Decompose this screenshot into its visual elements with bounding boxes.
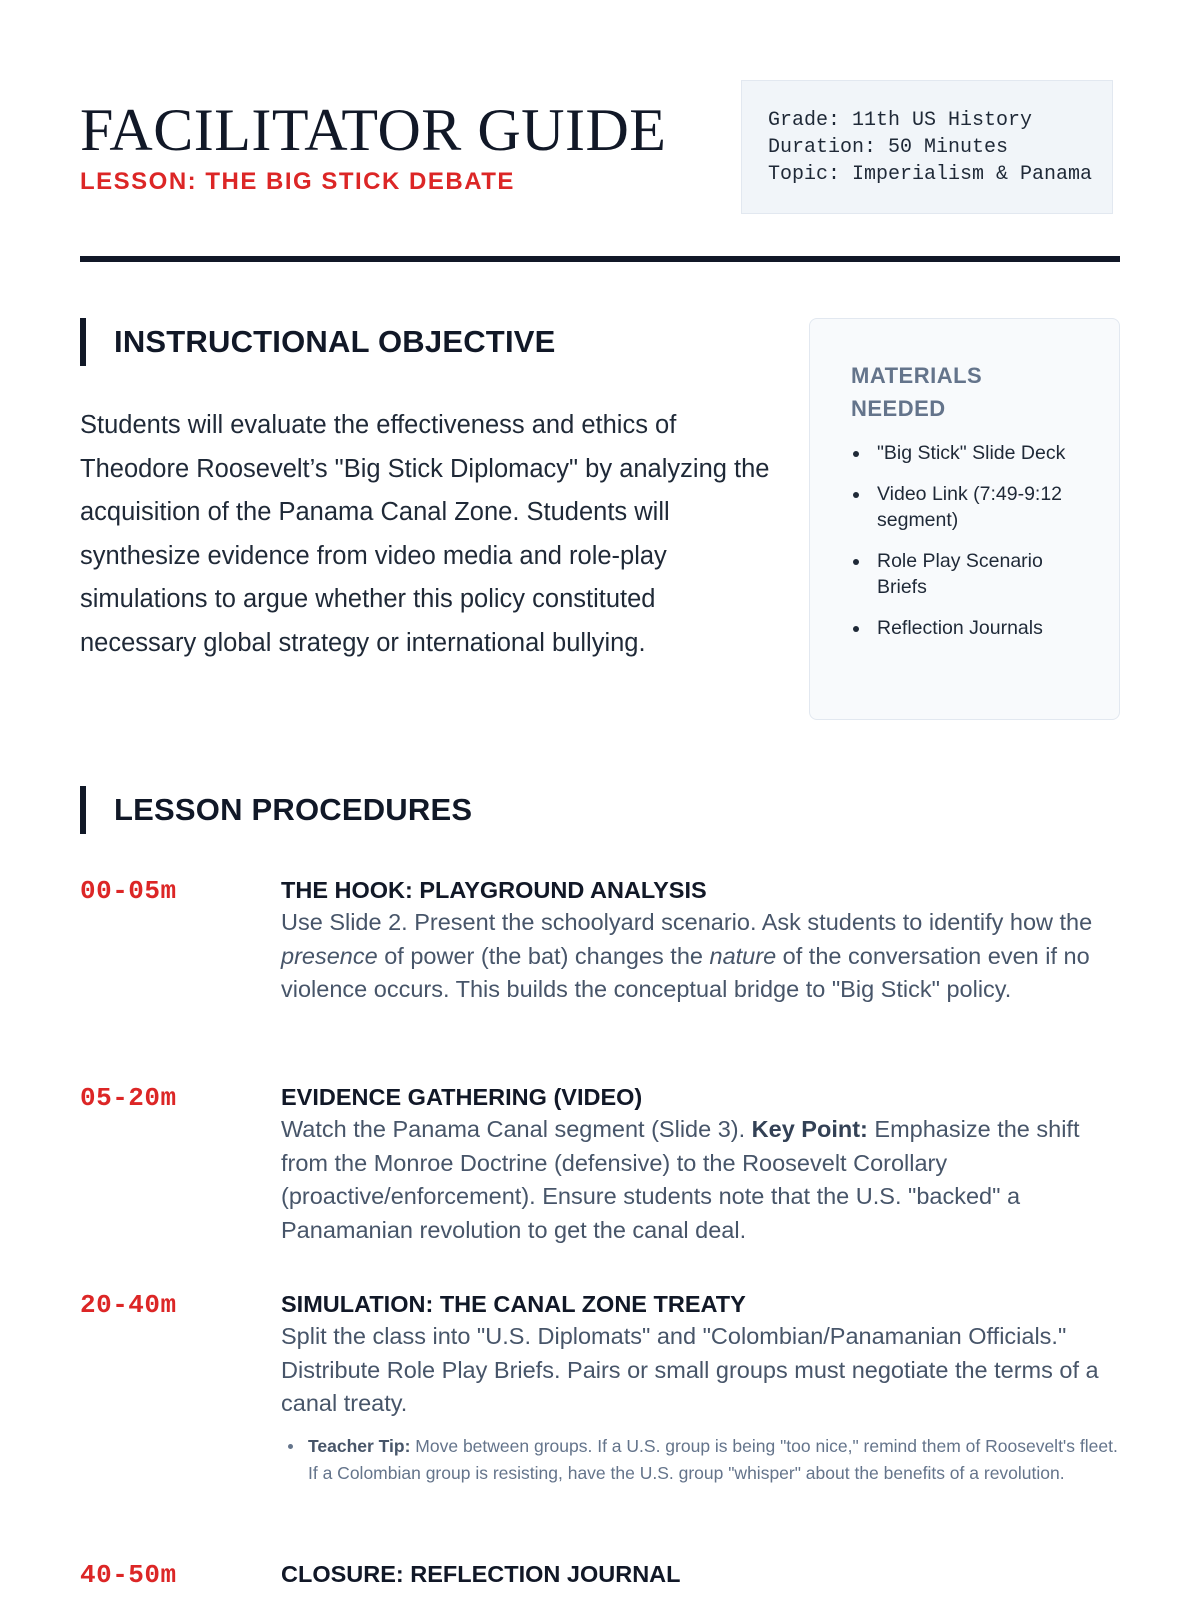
materials-title: MATERIALS NEEDED	[851, 363, 983, 421]
objective-text: Students will evaluate the effectiveness and ethics of Theodore Roosevelt’s "Big Stick Diplomacy" by analyzing the acquisition of the Panama Canal Zone. Students will synthesize evidence from video media and role-play simulations to argue whether this policy constituted necessary global strategy or international bullying.	[80, 411, 770, 657]
materials-item: "Big Stick" Slide Deck	[851, 440, 1091, 467]
meta-grade: Grade: 11th US History	[768, 109, 1033, 132]
teacher-tip	[281, 1433, 1121, 1487]
facilitator-guide-page	[80, 0, 1120, 1590]
step-description	[281, 1113, 1121, 1247]
step-desc-emphasis: presence	[281, 942, 378, 969]
step-time: 40-50m	[80, 1560, 177, 1590]
step-desc-emphasis: nature	[709, 942, 777, 969]
step-title: CLOSURE: REFLECTION JOURNAL	[281, 1561, 681, 1587]
step-time: 00-05m	[80, 876, 177, 906]
materials-item: Video Link (7:49-9:12 segment)	[851, 481, 1091, 534]
meta-duration: Duration: 50 Minutes	[768, 136, 1009, 159]
objective-heading-text: INSTRUCTIONAL OBJECTIVE	[114, 324, 556, 359]
step-body	[281, 1558, 1121, 1590]
materials-list	[851, 440, 1091, 655]
teacher-tip-text: Move between groups. If a U.S. group is being "too nice," remind them of Roosevelt's fleet. If a Colombian group is resisting, have the U.S. group "whisper" about the benefits of a revolution.	[308, 1435, 1118, 1483]
step-body	[281, 1081, 1121, 1247]
step-desc-text: Emphasize the shift from the Monroe Doctrine (defensive) to the Roosevelt Corollary (proactive/enforcement). Ensure students note that the U.S. "backed" a Panamanian revolution to get the canal deal.	[281, 1116, 1080, 1243]
step-time: 20-40m	[80, 1290, 177, 1320]
step-description	[281, 906, 1121, 1007]
step-desc-text: of the conversation even if no violence occurs. This builds the conceptual bridge to "Big Stick" policy.	[281, 942, 1090, 1002]
step-time: 05-20m	[80, 1083, 177, 1113]
procedures-heading	[80, 786, 680, 834]
materials-item: Reflection Journals	[851, 615, 1091, 642]
step-body	[281, 874, 1121, 1007]
step-title: SIMULATION: THE CANAL ZONE TREATY	[281, 1291, 746, 1317]
meta-topic: Topic: Imperialism & Panama	[768, 163, 1093, 186]
procedures-heading-text: LESSON PROCEDURES	[114, 792, 473, 827]
step-body	[281, 1288, 1121, 1487]
step-description: Split the class into "U.S. Diplomats" and "Colombian/Panamanian Officials." Distribute Role Play Briefs. Pairs or small groups must negotiate the terms of a canal treaty.	[281, 1323, 1099, 1416]
lesson-subtitle: LESSON: THE BIG STICK DEBATE	[80, 168, 515, 195]
step-desc-text: Use Slide 2. Present the schoolyard scenario. Ask students to identify how the	[281, 909, 1093, 935]
step-desc-text: Watch the Panama Canal segment (Slide 3).	[281, 1116, 752, 1142]
lesson-meta-box	[741, 80, 1113, 214]
objective-heading	[80, 318, 770, 366]
materials-item: Role Play Scenario Briefs	[851, 548, 1091, 601]
teacher-tip-label: Teacher Tip:	[308, 1435, 411, 1456]
guide-header	[80, 0, 1120, 262]
teacher-tip-list	[281, 1433, 1121, 1487]
step-title: EVIDENCE GATHERING (VIDEO)	[281, 1084, 643, 1110]
step-key-point-label: Key Point:	[751, 1116, 868, 1142]
step-title: THE HOOK: PLAYGROUND ANALYSIS	[281, 877, 707, 903]
header-divider	[80, 256, 1120, 262]
materials-card	[809, 318, 1120, 720]
step-desc-text: of power (the bat) changes the	[377, 942, 710, 969]
page-title: FACILITATOR GUIDE	[80, 97, 667, 163]
